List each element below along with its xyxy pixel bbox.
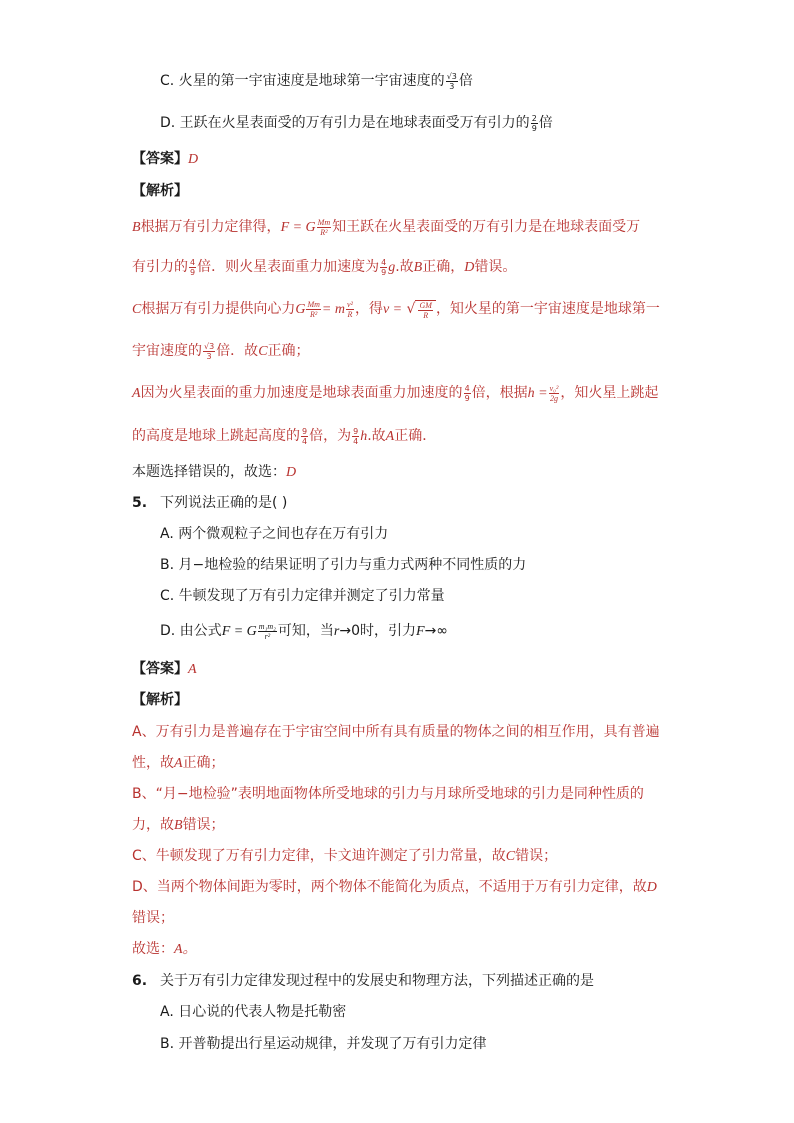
q5-analysis-label: 【解析】 bbox=[132, 692, 188, 708]
fraction: $\frac{√3}{3}$ bbox=[446, 71, 457, 91]
q5-analysis-d-line1: D、当两个物体间距为零时，两个物体不能简化为质点，不适用于万有引力定律，故D bbox=[132, 879, 657, 895]
q4-option-c: C. 火星的第一宇宙速度是地球第一宇宙速度的 $\frac{√3}{3}$ 倍 bbox=[160, 71, 473, 91]
q5-analysis-b-line1: B、“月−地检验”表明地面物体所受地球的引力与月球所受地球的引力是同种性质的 bbox=[132, 786, 644, 802]
q4-analysis-c-line1: C根据万有引力提供向心力G $\frac{Mm}{\text{R²}}$ = m $\frac{\text{v²}}{R}$ ，得v = √ $\frac{GM}{R}$ ，知火星的第一宇宙速度是地球第一 bbox=[132, 299, 660, 320]
q5-answer: 【答案】A bbox=[132, 661, 197, 677]
q4-answer: 【答案】D bbox=[132, 151, 199, 167]
q5-option-c: C. 牛顿发现了万有引力定律并测定了引力常量 bbox=[160, 588, 445, 604]
q4-analysis-label: 【解析】 bbox=[132, 183, 188, 199]
q4-analysis-a-line2: 的高度是地球上跳起高度的 $\frac{9}{4}$ 倍，为 $\frac{9}{4}$ h.故A正确． bbox=[132, 426, 437, 446]
q5-option-b: B. 月−地检验的结果证明了引力与重力式两种不同性质的力 bbox=[160, 557, 527, 573]
q4-analysis-a-line1: A因为火星表面的重力加速度是地球表面重力加速度的 $\frac{4}{9}$ 倍，根据h = $\frac{\text{v₀²}}{2g}$ ，知火星上跳起 bbox=[132, 383, 659, 403]
q5-option-a: A. 两个微观粒子之间也存在万有引力 bbox=[160, 526, 389, 542]
fraction: $\frac{2}{9}$ bbox=[531, 113, 537, 133]
q5-analysis-d-line2: 错误； bbox=[132, 910, 174, 926]
q5-stem: 5. 下列说法正确的是( ) bbox=[132, 495, 288, 511]
q4-analysis-b-line1: B根据万有引力定律得，F = G $\frac{Mm}{\text{R²}}$ 知王跃在火星表面受的万有引力是在地球表面受万 bbox=[132, 217, 641, 237]
q4-option-d: D. 王跃在火星表面受的万有引力是在地球表面受万有引力的 $\frac{2}{9}$ 倍 bbox=[160, 113, 553, 133]
q6-option-a: A. 日心说的代表人物是托勒密 bbox=[160, 1004, 347, 1020]
q5-analysis-a-line2: 性，故A正确； bbox=[132, 755, 225, 771]
q4-analysis-c-line2: 宇宙速度的 $\frac{√3}{3}$ 倍．故C正确； bbox=[132, 341, 310, 361]
q5-analysis-c-line1: C、牛顿发现了万有引力定律，卡文迪许测定了引力常量，故C错误； bbox=[132, 848, 558, 864]
q5-analysis-b-line2: 力，故B错误； bbox=[132, 817, 225, 833]
q5-choice: 故选：A。 bbox=[132, 941, 197, 957]
q6-stem: 6. 关于万有引力定律发现过程中的发展史和物理方法，下列描述正确的是 bbox=[132, 973, 594, 989]
q4-analysis-b-line2: 有引力的 $\frac{4}{9}$ 倍．则火星表面重力加速度为 $\frac{4}{9}$ g.故B正确，D错误。 bbox=[132, 257, 517, 277]
q4-conclusion: 本题选择错误的，故选：D bbox=[132, 464, 297, 480]
q5-option-d: D. 由公式F = G $\frac{\text{m₁m₂}}{\text{r²}}$ 可知，当r→0时，引力F→∞ bbox=[160, 621, 448, 641]
q5-analysis-a-line1: A、万有引力是普遍存在于宇宙空间中所有具有质量的物体之间的相互作用，具有普遍 bbox=[132, 724, 660, 740]
q6-option-b: B. 开普勒提出行星运动规律，并发现了万有引力定律 bbox=[160, 1036, 487, 1052]
